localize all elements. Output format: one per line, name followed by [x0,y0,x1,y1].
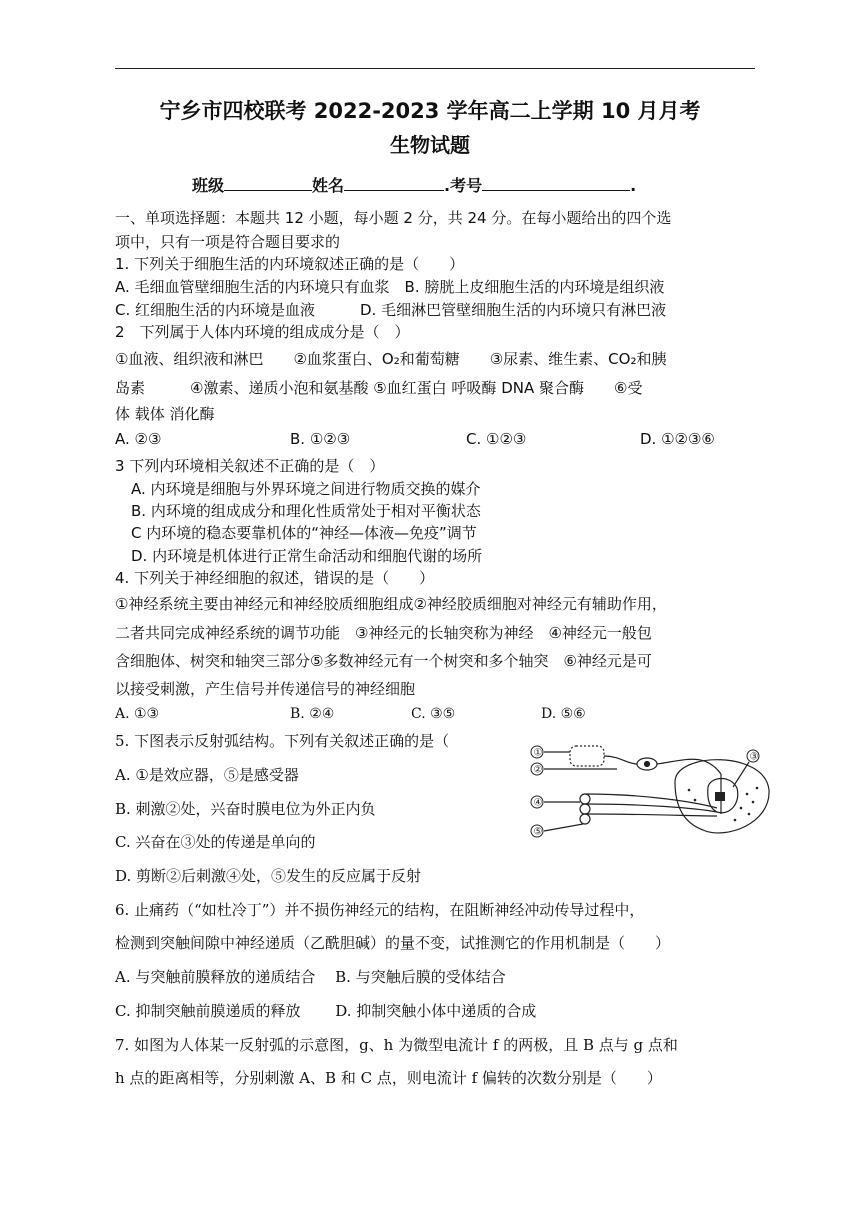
q3-option-d: D. 内环境是机体进行正常生命活动和细胞代谢的场所 [131,547,483,565]
q4-option-a: A. ①③ [115,706,160,722]
q7-line1: 7. 如图为人体某一反射弧的示意图，g、h 为微型电流计 f 的两极，且 B 点与 g 点和 [115,1036,678,1054]
q2-option-c: C. ①②③ [466,430,527,448]
header-rule [115,68,755,69]
class-label: 班级 [192,176,225,195]
q6-options-ab: A. 与突触前膜释放的递质结合 B. 与突触后膜的受体结合 [115,968,506,986]
q6-line1: 6. 止痛药（“如杜冷丁”）并不损伤神经元的结构，在阻断神经冲动传导过程中， [115,901,645,919]
exam-subtitle: 生物试题 [390,133,470,157]
name-blank[interactable] [344,174,444,191]
figure-label-2: ② [533,764,543,776]
figure-label-4: ④ [533,797,543,809]
q4-option-b: B. ②④ [290,706,335,722]
q5-option-c: C. 兴奋在③处的传递是单向的 [115,833,316,851]
q4-line3: 含细胞体、树突和轴突三部分⑤多数神经元有一个树突和多个轴突 ⑥神经元是可 [115,652,652,670]
q1-options-ab: A. 毛细血管壁细胞生活的内环境只有血浆 B. 膀胱上皮细胞生活的内环境是组织液 [115,278,665,296]
end-dot: . [630,176,637,195]
q2-stem: 2 下列属于人体内环境的组成成分是（ ） [115,323,410,341]
figure-label-1: ① [533,747,543,759]
q4-line1: ①神经系统主要由神经元和神经胶质细胞组成②神经胶质细胞对神经元有辅助作用， [115,595,667,613]
q4-line4: 以接受刺激，产生信号并传递信号的神经细胞 [115,680,416,698]
section-intro-line2: 项中，只有一项是符合题目要求的 [115,233,341,251]
id-label: .考号 [444,176,483,195]
q5-option-d: D. 剪断②后刺激④处，⑤发生的反应属于反射 [115,867,422,885]
q7-line2: h 点的距离相等，分别刺激 A、B 和 C 点，则电流计 f 偏转的次数分别是（ ） [115,1069,662,1087]
q2-line2: 岛素 ④激素、递质小泡和氨基酸 ⑤血红蛋白 呼吸酶 DNA 聚合酶 ⑥受 [115,379,643,397]
q5-stem: 5. 下图表示反射弧结构。下列有关叙述正确的是（ [115,732,450,750]
id-blank[interactable] [482,174,630,191]
q3-option-c: C 内环境的稳态要靠机体的“神经—体液—免疫”调节 [131,524,477,542]
q5-option-b: B. 刺激②处，兴奋时膜电位为外正内负 [115,800,376,818]
class-blank[interactable] [224,174,312,191]
q4-stem: 4. 下列关于神经细胞的叙述，错误的是（ ） [115,569,435,587]
figure-label-5: ⑤ [533,826,543,838]
name-label: 姓名 [312,176,345,195]
section-intro-line1: 一、单项选择题：本题共 12 小题，每小题 2 分，共 24 分。在每小题给出的四个选 [115,209,672,227]
q4-option-c: C. ③⑤ [411,706,456,722]
q2-line1: ①血液、组织液和淋巴 ②血浆蛋白、O₂和葡萄糖 ③尿素、维生素、CO₂和胰 [115,350,667,368]
q5-option-a: A. ①是效应器，⑤是感受器 [115,766,299,784]
figure-label-3: ③ [749,751,759,763]
q3-option-a: A. 内环境是细胞与外界环境之间进行物质交换的媒介 [131,480,481,498]
reflex-arc-figure [525,742,775,842]
exam-title: 宁乡市四校联考 2022-2023 学年高二上学期 10 月月考 [159,99,701,123]
q3-stem: 3 下列内环境相关叙述不正确的是（ ） [115,457,385,475]
q1-stem: 1. 下列关于细胞生活的内环境叙述正确的是（ ） [115,255,465,273]
q1-options-cd: C. 红细胞生活的内环境是血液 D. 毛细淋巴管壁细胞生活的内环境只有淋巴液 [115,301,667,319]
q6-line2: 检测到突触间隙中神经递质（乙酰胆碱）的量不变，试推测它的作用机制是（ ） [115,934,671,952]
q2-line3: 体 载体 消化酶 [115,405,215,423]
q2-option-a: A. ②③ [115,430,162,448]
q2-option-d: D. ①②③⑥ [640,430,715,448]
q6-options-cd: C. 抑制突触前膜递质的释放 D. 抑制突触小体中递质的合成 [115,1002,537,1020]
q4-option-d: D. ⑤⑥ [541,706,586,722]
q3-option-b: B. 内环境的组成成分和理化性质常处于相对平衡状态 [131,502,481,520]
q2-option-b: B. ①②③ [290,430,351,448]
student-info-line [192,173,636,196]
q4-line2: 二者共同完成神经系统的调节功能 ③神经元的长轴突称为神经 ④神经元一般包 [115,624,652,642]
